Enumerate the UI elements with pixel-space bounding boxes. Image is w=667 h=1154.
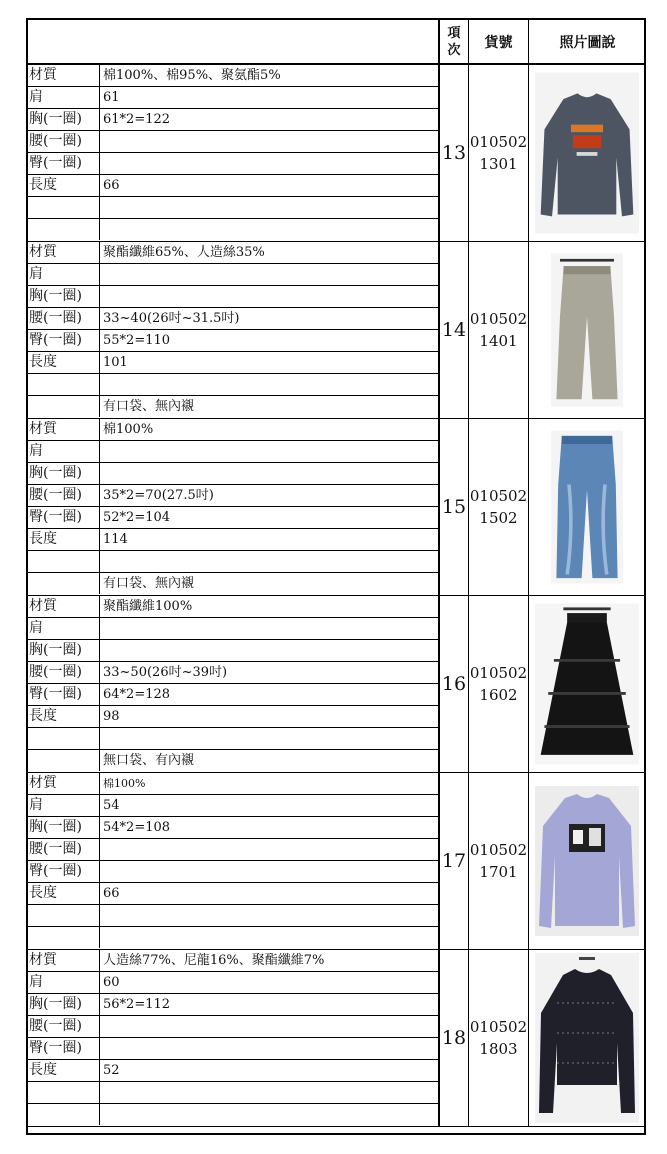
attribute-row (28, 87, 438, 109)
black-lace-top-icon (535, 953, 639, 1123)
item-block (28, 65, 644, 242)
attribute-value: 33~40(26吋~31.5吋) (103, 311, 240, 326)
attribute-row (28, 485, 438, 507)
header-item-label: 項次 (447, 25, 461, 58)
attribute-row (28, 286, 438, 308)
attribute-value (103, 861, 436, 882)
attribute-value: 棉100% (103, 422, 154, 437)
attribute-label: 長度 (28, 1060, 100, 1081)
product-code (469, 596, 529, 772)
attribute-label: 臀(一圈) (28, 1038, 100, 1059)
attribute-label: 腰(一圈) (28, 1016, 100, 1037)
attribute-table (28, 242, 440, 418)
attribute-label: 胸(一圈) (28, 817, 100, 838)
attribute-label (28, 750, 100, 771)
product-code-line1: 010502 (469, 1018, 528, 1036)
attribute-row (28, 817, 438, 839)
attribute-value: 61 (103, 90, 120, 105)
product-photo (529, 773, 644, 949)
attribute-value: 棉100% (103, 777, 146, 790)
product-code-line2: 1502 (479, 509, 518, 527)
attribute-value (103, 839, 436, 860)
product-code-line2: 1401 (479, 332, 518, 350)
product-code-line1: 010502 (469, 310, 528, 328)
attribute-label: 長度 (28, 175, 100, 196)
attribute-row (28, 573, 438, 595)
attribute-row (28, 1082, 438, 1104)
attribute-label: 肩 (28, 795, 100, 816)
attribute-row (28, 441, 438, 463)
attribute-value: 棉100%、棉95%、聚氨酯5% (103, 68, 281, 83)
attribute-label: 臀(一圈) (28, 684, 100, 705)
attribute-value: 52*2=104 (103, 510, 171, 525)
attribute-label: 胸(一圈) (28, 640, 100, 661)
product-code-line2: 1701 (479, 863, 518, 881)
attribute-label: 腰(一圈) (28, 308, 100, 329)
attribute-value (103, 1104, 436, 1125)
attribute-label: 胸(一圈) (28, 463, 100, 484)
attribute-row (28, 773, 438, 795)
attribute-row (28, 507, 438, 529)
attribute-value (103, 905, 436, 926)
attribute-value (103, 219, 436, 240)
denim-jeans-icon (551, 424, 623, 590)
attribute-label (28, 1082, 100, 1103)
attribute-row (28, 972, 438, 994)
attribute-label (28, 1104, 100, 1125)
attribute-value: 有口袋、無內襯 (103, 576, 195, 591)
attribute-table (28, 950, 440, 1126)
attribute-label: 材質 (28, 419, 100, 440)
attribute-row (28, 596, 438, 618)
attribute-label: 材質 (28, 950, 100, 971)
attribute-value (103, 618, 436, 639)
attribute-value: 66 (103, 886, 120, 901)
attribute-value: 54 (103, 798, 120, 813)
attribute-label: 材質 (28, 596, 100, 617)
item-number: 15 (440, 419, 469, 595)
attribute-value: 101 (103, 355, 128, 370)
item-block (28, 242, 644, 419)
item-block (28, 950, 644, 1127)
header-item-number (440, 20, 469, 65)
item-number: 14 (440, 242, 469, 418)
attribute-value: 55*2=110 (103, 333, 171, 348)
item-block (28, 773, 644, 950)
attribute-value: 有口袋、無內襯 (103, 399, 195, 414)
attribute-row (28, 65, 438, 87)
attribute-label (28, 197, 100, 218)
attribute-row (28, 153, 438, 175)
attribute-row (28, 374, 438, 396)
attribute-row (28, 529, 438, 551)
product-code-line1: 010502 (469, 487, 528, 505)
attribute-row (28, 706, 438, 728)
attribute-value (103, 728, 436, 749)
attribute-row (28, 883, 438, 905)
attribute-row (28, 1038, 438, 1060)
attribute-label (28, 573, 100, 594)
attribute-value: 56*2=112 (103, 997, 171, 1012)
attribute-label: 胸(一圈) (28, 286, 100, 307)
attribute-value (103, 1082, 436, 1103)
item-block (28, 596, 644, 773)
attribute-row (28, 175, 438, 197)
attribute-value: 61*2=122 (103, 112, 171, 127)
attribute-label: 胸(一圈) (28, 994, 100, 1015)
attribute-table (28, 419, 440, 595)
attribute-value: 98 (103, 709, 120, 724)
attribute-label: 材質 (28, 773, 100, 794)
attribute-table (28, 596, 440, 772)
header-photo-label: 照片圖說 (559, 34, 616, 51)
attribute-label: 臀(一圈) (28, 507, 100, 528)
attribute-value: 66 (103, 178, 120, 193)
attribute-value: 聚酯纖維100% (103, 599, 193, 614)
attribute-label: 肩 (28, 264, 100, 285)
attribute-row (28, 640, 438, 662)
attribute-value (103, 374, 436, 395)
attribute-value: 52 (103, 1063, 120, 1078)
attribute-row (28, 308, 438, 330)
attribute-row (28, 750, 438, 772)
attribute-row (28, 994, 438, 1016)
attribute-row (28, 264, 438, 286)
attribute-value (103, 286, 436, 307)
attribute-row (28, 463, 438, 485)
attribute-row (28, 795, 438, 817)
attribute-value (103, 441, 436, 462)
item-number: 16 (440, 596, 469, 772)
attribute-label (28, 927, 100, 948)
attribute-row (28, 950, 438, 972)
attribute-value (103, 640, 436, 661)
attribute-row (28, 242, 438, 264)
black-tulle-skirt-icon (535, 601, 639, 767)
attribute-label (28, 551, 100, 572)
gray-sweatshirt-icon (535, 70, 639, 236)
attribute-row (28, 330, 438, 352)
product-photo (529, 596, 644, 772)
attribute-label (28, 374, 100, 395)
product-code-line1: 010502 (469, 133, 528, 151)
attribute-row (28, 109, 438, 131)
attribute-row (28, 618, 438, 640)
attribute-value (103, 551, 436, 572)
product-photo (529, 419, 644, 595)
product-code-line2: 1602 (479, 686, 518, 704)
attribute-row (28, 927, 438, 949)
attribute-table (28, 773, 440, 949)
attribute-row (28, 197, 438, 219)
attribute-label: 臀(一圈) (28, 330, 100, 351)
attribute-label: 臀(一圈) (28, 861, 100, 882)
attribute-label: 長度 (28, 352, 100, 373)
attribute-label: 長度 (28, 706, 100, 727)
attribute-value (103, 264, 436, 285)
attribute-value (103, 1016, 436, 1037)
attribute-label: 材質 (28, 242, 100, 263)
attribute-value (103, 131, 436, 152)
item-block (28, 419, 644, 596)
product-photo (529, 950, 644, 1126)
lavender-tshirt-icon (535, 786, 639, 936)
attribute-value: 114 (103, 532, 128, 547)
attribute-label (28, 728, 100, 749)
attribute-label: 腰(一圈) (28, 662, 100, 683)
attribute-value: 60 (103, 975, 120, 990)
attribute-label (28, 905, 100, 926)
header-product-code (469, 20, 529, 65)
product-photo (529, 65, 644, 241)
attribute-value (103, 1038, 436, 1059)
product-code (469, 65, 529, 241)
attribute-value (103, 153, 436, 174)
attribute-value: 64*2=128 (103, 687, 171, 702)
attribute-value (103, 463, 436, 484)
item-number: 17 (440, 773, 469, 949)
attribute-label: 材質 (28, 65, 100, 86)
product-code-line1: 010502 (469, 841, 528, 859)
item-number: 18 (440, 950, 469, 1126)
attribute-label: 臀(一圈) (28, 153, 100, 174)
attribute-label: 肩 (28, 618, 100, 639)
product-code (469, 773, 529, 949)
attribute-value: 聚酯纖維65%、人造絲35% (103, 245, 265, 260)
header-photo-caption (529, 20, 646, 65)
attribute-row (28, 352, 438, 374)
attribute-row (28, 1060, 438, 1082)
attribute-label (28, 219, 100, 240)
attribute-row (28, 551, 438, 573)
attribute-table (28, 65, 440, 241)
attribute-value (103, 927, 436, 948)
garment-spec-sheet (26, 18, 646, 1135)
khaki-pants-icon (551, 247, 623, 413)
product-code (469, 242, 529, 418)
attribute-label: 腰(一圈) (28, 485, 100, 506)
attribute-value: 人造絲77%、尼龍16%、聚酯纖維7% (103, 953, 325, 968)
attribute-row (28, 839, 438, 861)
attribute-value: 33~50(26吋~39吋) (103, 665, 228, 680)
attribute-label: 肩 (28, 441, 100, 462)
attribute-row (28, 662, 438, 684)
attribute-label: 長度 (28, 529, 100, 550)
product-code (469, 419, 529, 595)
item-number: 13 (440, 65, 469, 241)
attribute-label: 腰(一圈) (28, 131, 100, 152)
attribute-value: 無口袋、有內襯 (103, 753, 195, 768)
header-blank-cell (28, 20, 440, 65)
product-code-line1: 010502 (469, 664, 528, 682)
attribute-label: 肩 (28, 87, 100, 108)
product-photo (529, 242, 644, 418)
attribute-label: 腰(一圈) (28, 839, 100, 860)
attribute-value (103, 197, 436, 218)
attribute-value: 35*2=70(27.5吋) (103, 488, 214, 503)
attribute-label (28, 396, 100, 417)
attribute-row (28, 219, 438, 241)
header-code-label: 貨號 (484, 34, 513, 51)
attribute-value: 54*2=108 (103, 820, 171, 835)
attribute-row (28, 728, 438, 750)
attribute-row (28, 419, 438, 441)
attribute-row (28, 684, 438, 706)
attribute-row (28, 1104, 438, 1126)
product-code-line2: 1803 (479, 1040, 518, 1058)
attribute-row (28, 1016, 438, 1038)
attribute-row (28, 396, 438, 418)
attribute-label: 肩 (28, 972, 100, 993)
attribute-row (28, 131, 438, 153)
attribute-label: 胸(一圈) (28, 109, 100, 130)
product-code (469, 950, 529, 1126)
attribute-row (28, 861, 438, 883)
product-code-line2: 1301 (479, 155, 518, 173)
attribute-row (28, 905, 438, 927)
attribute-label: 長度 (28, 883, 100, 904)
